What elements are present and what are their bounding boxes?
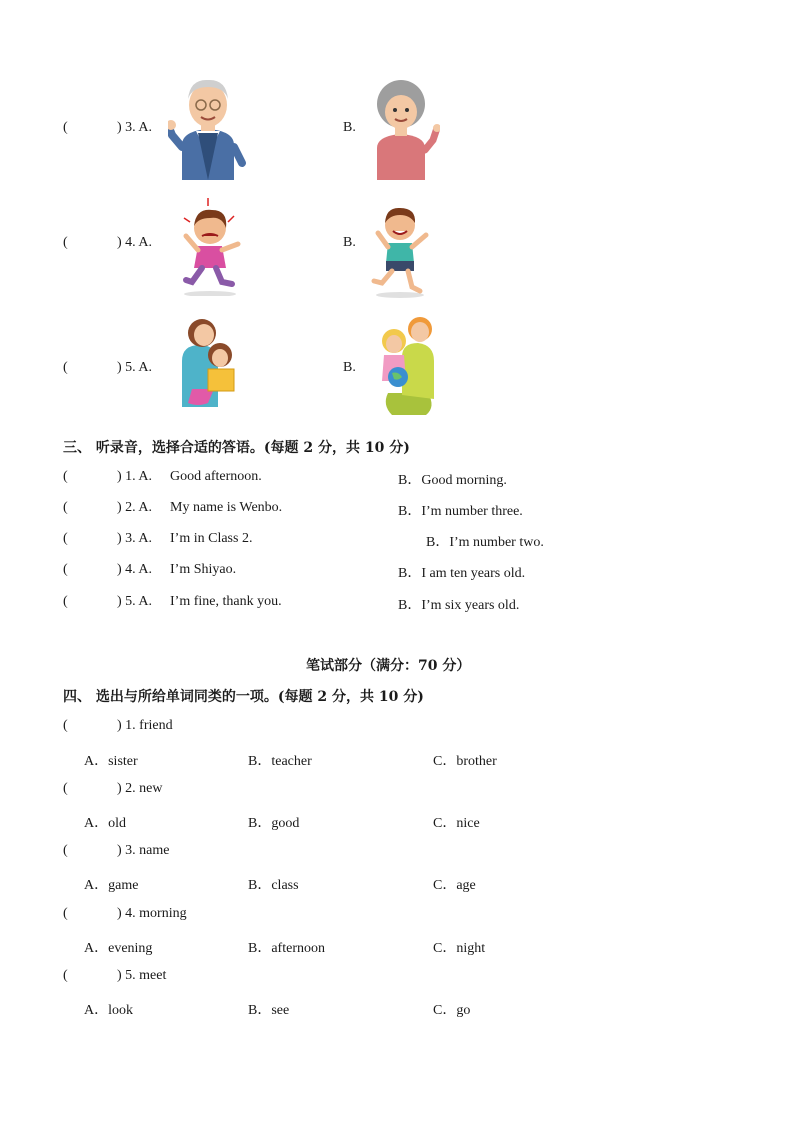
s3-q3-option-a: I’m in Class 2. [170,531,253,546]
s4-q2-bracket: ( [63,781,68,796]
s4-q4-option-a: A．evening [84,941,153,956]
s4-q4-option-c: C．night [433,941,486,956]
s4-q2-word: ) 2. new [117,781,163,796]
s4-q5-option-c: C．go [433,1003,471,1018]
written-part-title: 笔试部分（满分：70 分） [306,658,471,674]
q4-number: ) 4. A. [117,235,152,250]
s3-q1-bracket: ( [63,469,68,484]
s3-q2-bracket: ( [63,500,68,515]
s4-q3-option-a: A．game [84,878,139,893]
s4-q3-word: ) 3. name [117,843,170,858]
s4-q3-option-b: B．class [248,878,299,893]
s3-q2-option-b: B．I’m number three. [398,504,523,519]
q3-number: ) 3. A. [117,120,152,135]
s3-q4-bracket: ( [63,562,68,577]
s4-q3-bracket: ( [63,843,68,858]
q3-b-label: B. [343,120,356,135]
q4-bracket: ( [63,235,68,250]
s3-q5-option-b: B．I’m six years old. [398,598,520,613]
father-daughter-globe-illustration [372,315,440,415]
s3-q4-option-b: B．I am ten years old. [398,566,526,581]
s4-q5-option-a: A．look [84,1003,133,1018]
s3-q2-number: ) 2. A. [117,500,152,515]
s3-q3-option-b: B．I’m number two. [426,535,544,550]
grandpa-illustration [168,75,248,180]
section3-title: 三、 听录音，选择合适的答语。(每题 2 分，共 10 分) [63,440,410,456]
s3-q2-option-a: My name is Wenbo. [170,500,283,515]
s3-q5-bracket: ( [63,594,68,609]
s4-q4-word: ) 4. morning [117,906,187,921]
s3-q3-bracket: ( [63,531,68,546]
q5-number: ) 5. A. [117,360,152,375]
s3-q3-number: ) 3. A. [117,531,152,546]
s4-q5-bracket: ( [63,968,68,983]
s4-q5-word: ) 5. meet [117,968,167,983]
s3-q5-number: ) 5. A. [117,594,152,609]
s3-q5-option-a: I’m fine, thank you. [170,594,282,609]
s3-q4-option-a: I’m Shiyao. [170,562,237,577]
section4-title: 四、 选出与所给单词同类的一项。(每题 2 分，共 10 分) [63,689,424,705]
s3-q1-number: ) 1. A. [117,469,152,484]
s4-q5-option-b: B．see [248,1003,290,1018]
s3-q1-option-a: Good afternoon. [170,469,262,484]
s3-q1-option-b: B．Good morning. [398,473,507,488]
happy-boy-illustration [370,203,435,298]
s4-q4-option-b: B．afternoon [248,941,325,956]
s4-q4-bracket: ( [63,906,68,921]
s4-q1-bracket: ( [63,718,68,733]
grandma-illustration [365,80,440,180]
mother-daughter-reading-illustration [178,315,240,407]
q5-bracket: ( [63,360,68,375]
s4-q2-option-b: B．good [248,816,300,831]
s4-q2-option-a: A．old [84,816,126,831]
s4-q1-option-a: A．sister [84,754,138,769]
s4-q1-option-c: C．brother [433,754,497,769]
q3-bracket: ( [63,120,68,135]
s4-q3-option-c: C．age [433,878,476,893]
s4-q1-word: ) 1. friend [117,718,173,733]
angry-girl-illustration [178,196,248,296]
s4-q2-option-c: C．nice [433,816,480,831]
s3-q4-number: ) 4. A. [117,562,152,577]
s4-q1-option-b: B．teacher [248,754,312,769]
q4-b-label: B. [343,235,356,250]
q5-b-label: B. [343,360,356,375]
